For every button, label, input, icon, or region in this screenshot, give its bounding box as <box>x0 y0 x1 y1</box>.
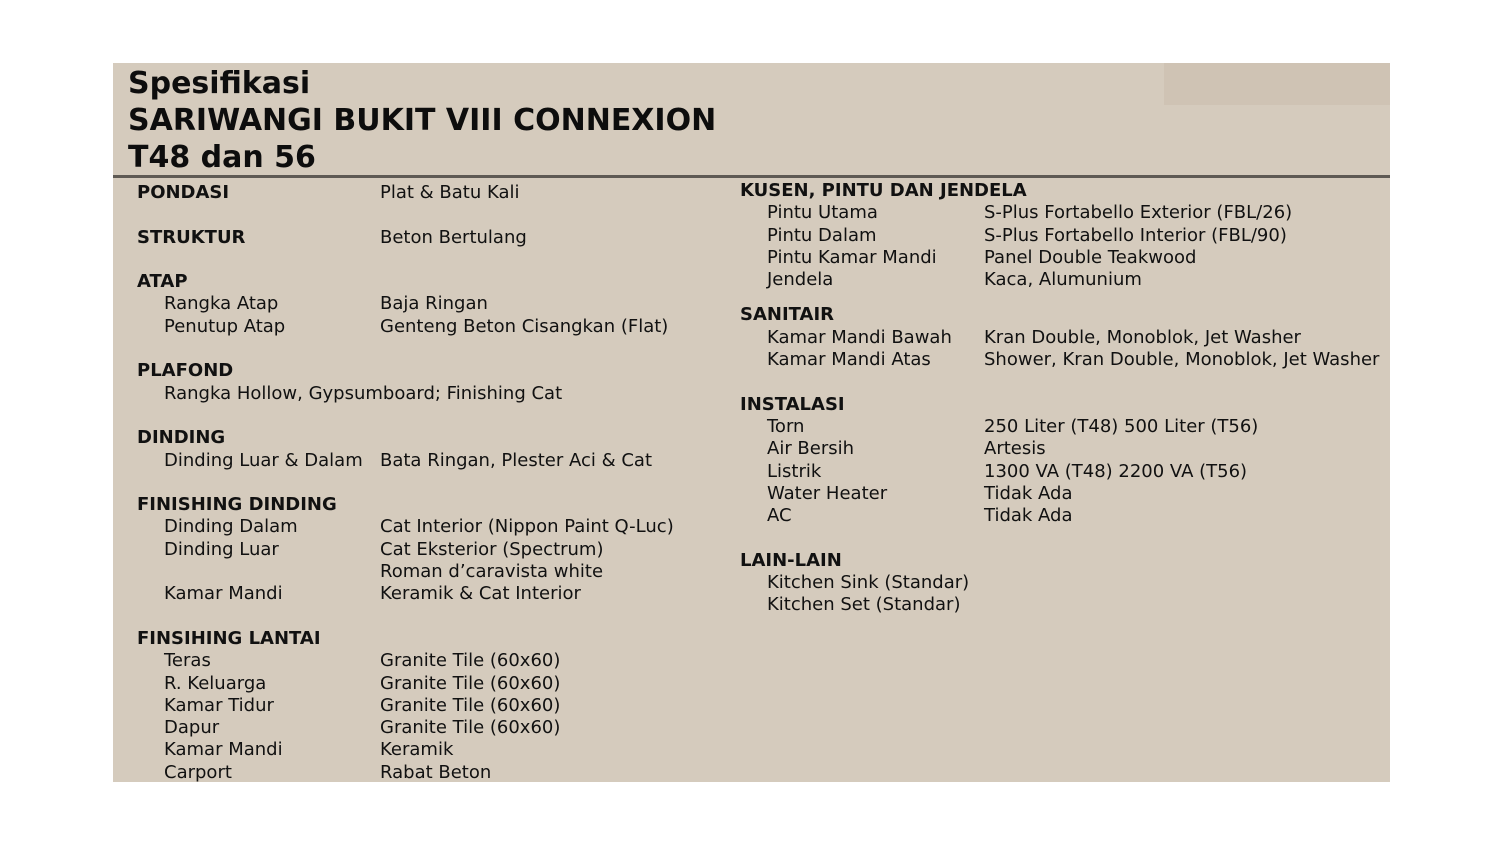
section-plafond <box>137 360 563 405</box>
section-title: STRUKTUR <box>137 226 246 248</box>
spec-label: Kamar Mandi <box>164 583 283 605</box>
section-title: DINDING <box>137 427 226 449</box>
section-title: PLAFOND <box>137 360 234 382</box>
spec-item: Kitchen Sink (Standar) <box>767 572 970 594</box>
spec-row <box>137 538 604 561</box>
spec-label: Kamar Mandi Atas <box>767 349 931 371</box>
title-line-3: T48 dan 56 <box>128 140 316 175</box>
section-instalasi <box>740 393 1259 528</box>
spec-text: Rangka Hollow, Gypsumboard; Finishing Cat <box>164 382 563 404</box>
section-finishing-lantai <box>137 627 561 784</box>
spec-label: Penutup Atap <box>164 315 286 337</box>
spec-label: Carport <box>164 761 232 783</box>
spec-row <box>740 246 1197 269</box>
spec-row <box>740 269 1142 291</box>
spec-row <box>137 761 492 784</box>
section-lain-lain <box>740 550 1027 617</box>
section-title: INSTALASI <box>740 393 845 415</box>
spec-value: Roman d’caravista white <box>380 561 604 583</box>
section-kusen <box>740 180 1293 291</box>
spec-label: Teras <box>164 650 211 672</box>
spec-value: Granite Tile (60x60) <box>380 650 561 672</box>
title-line-2: SARIWANGI BUKIT VIII CONNEXION <box>128 103 717 138</box>
spec-label: Kamar Mandi Bawah <box>767 326 952 348</box>
spec-value: Granite Tile (60x60) <box>380 672 561 694</box>
spec-value: Beton Bertulang <box>380 226 527 248</box>
spec-row <box>137 561 604 583</box>
spec-row <box>137 583 581 605</box>
spec-label: Pintu Kamar Mandi <box>767 246 937 268</box>
title-divider <box>113 175 1390 178</box>
section-title: KUSEN, PINTU DAN JENDELA <box>740 180 1027 201</box>
spec-label: Dinding Luar <box>164 538 279 560</box>
spec-label: Dinding Luar & Dalam <box>164 449 363 471</box>
spec-label: Pintu Utama <box>767 202 878 224</box>
spec-row <box>137 739 454 761</box>
section-sanitair <box>740 304 1380 371</box>
section-dinding <box>137 427 653 472</box>
spec-row <box>740 482 1073 505</box>
spec-slide <box>113 63 1390 782</box>
spec-label: Dapur <box>164 717 220 739</box>
spec-row <box>740 326 1301 349</box>
spec-value: Genteng Beton Cisangkan (Flat) <box>380 315 669 337</box>
spec-value: Baja Ringan <box>380 293 488 315</box>
spec-label: Air Bersih <box>767 438 855 460</box>
spec-row <box>740 224 1287 247</box>
spec-value: Plat & Batu Kali <box>380 182 520 203</box>
spec-value: 250 Liter (T48) 500 Liter (T56) <box>984 415 1259 437</box>
spec-label: R. Keluarga <box>164 672 267 694</box>
left-column <box>137 182 674 784</box>
spec-row <box>740 438 1046 460</box>
spec-row <box>137 382 563 405</box>
spec-row <box>137 315 669 338</box>
spec-label: AC <box>767 505 792 527</box>
section-atap <box>137 271 669 338</box>
section-title: ATAP <box>137 271 188 293</box>
spec-label: Dinding Dalam <box>164 516 298 538</box>
title-line-1: Spesifikasi <box>128 66 311 101</box>
spec-row <box>137 516 674 538</box>
spec-label: Water Heater <box>767 482 888 504</box>
spec-value: Granite Tile (60x60) <box>380 694 561 716</box>
spec-label: Jendela <box>767 269 834 291</box>
spec-label: Rangka Atap <box>164 293 279 315</box>
section-struktur <box>137 226 527 249</box>
spec-value: Cat Interior (Nippon Paint Q-Luc) <box>380 516 674 538</box>
section-title: LAIN-LAIN <box>740 549 842 571</box>
spec-value: S-Plus Fortabello Interior (FBL/90) <box>984 224 1287 246</box>
corner-decoration <box>1164 63 1390 105</box>
spec-row <box>740 572 1027 594</box>
spec-row <box>137 717 561 739</box>
right-column <box>740 180 1380 617</box>
spec-row <box>740 505 1073 527</box>
spec-item: Kitchen Set (Standar) <box>767 594 961 616</box>
section-finishing-dinding <box>137 494 674 605</box>
spec-row <box>137 293 488 315</box>
spec-value: Tidak Ada <box>984 505 1073 527</box>
spec-label: Kamar Mandi <box>164 739 283 761</box>
spec-value: 1300 VA (T48) 2200 VA (T56) <box>984 460 1248 482</box>
spec-value: Keramik <box>380 739 454 761</box>
spec-label: Pintu Dalam <box>767 224 877 246</box>
spec-value: Tidak Ada <box>984 482 1073 504</box>
spec-label: Kamar Tidur <box>164 694 274 716</box>
spec-row <box>740 594 1027 616</box>
page-title <box>128 65 716 176</box>
spec-value: Shower, Kran Double, Monoblok, Jet Washer <box>984 349 1380 371</box>
spec-value: Kran Double, Monoblok, Jet Washer <box>984 326 1301 348</box>
spec-row <box>740 460 1248 483</box>
section-title: FINISHING DINDING <box>137 494 337 516</box>
spec-row <box>740 349 1380 371</box>
spec-row <box>137 672 561 695</box>
spec-value: Artesis <box>984 438 1046 460</box>
spec-value: Panel Double Teakwood <box>984 246 1197 268</box>
spec-row <box>740 202 1293 224</box>
spec-value: Keramik & Cat Interior <box>380 583 581 605</box>
spec-value: Kaca, Alumunium <box>984 269 1142 291</box>
spec-label: Listrik <box>767 460 822 482</box>
spec-value: Rabat Beton <box>380 761 492 783</box>
spec-value: S-Plus Fortabello Exterior (FBL/26) <box>984 202 1293 224</box>
spec-row <box>137 650 561 672</box>
spec-row <box>740 415 1259 438</box>
section-title: SANITAIR <box>740 304 835 326</box>
spec-value: Granite Tile (60x60) <box>380 717 561 739</box>
spec-value: Bata Ringan, Plester Aci & Cat <box>380 449 653 471</box>
spec-value: Cat Eksterior (Spectrum) <box>380 538 604 560</box>
section-title: FINSIHING LANTAI <box>137 627 321 649</box>
spec-label: Torn <box>767 415 805 437</box>
spec-row <box>137 694 561 717</box>
section-pondasi <box>137 182 520 204</box>
section-title: PONDASI <box>137 182 230 203</box>
spec-row <box>137 449 653 472</box>
